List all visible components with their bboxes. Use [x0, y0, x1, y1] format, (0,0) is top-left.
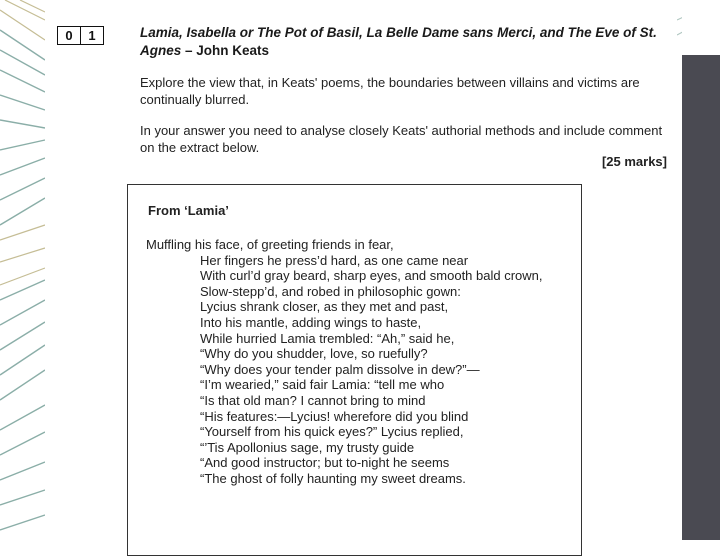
- poem-line: Lycius shrank closer, as they met and past,: [200, 299, 449, 315]
- exam-page: [45, 0, 677, 540]
- poem-text: [146, 237, 543, 487]
- extract-heading: From ‘Lamia’: [148, 203, 229, 218]
- question-title: [140, 24, 670, 60]
- poem-line: Her fingers he press’d hard, as one came near: [200, 252, 469, 268]
- poem-line: “’Tis Apollonius sage, my trusty guide: [200, 439, 415, 455]
- question-digit-box: 1: [81, 26, 104, 45]
- extract-box: [127, 184, 582, 556]
- poem-line: While hurried Lamia trembled: “Ah,” said he,: [200, 330, 455, 346]
- right-bar-top: [682, 0, 720, 52]
- question-prompt: Explore the view that, in Keats' poems, the boundaries between villains and victims are continually blurred.: [140, 75, 640, 107]
- poem-line: “And good instructor; but to-night he seems: [200, 455, 450, 471]
- title-author: – John Keats: [185, 43, 270, 58]
- poem-line: “His features:—Lycius! wherefore did you blind: [200, 408, 469, 424]
- poem-line: Muffling his face, of greeting friends in fear,: [146, 237, 394, 252]
- poem-line: “The ghost of folly haunting my sweet dreams.: [200, 470, 466, 486]
- question-number: [57, 26, 104, 45]
- poem-line: “Is that old man? I cannot bring to mind: [200, 392, 426, 408]
- question-digit-box: 0: [57, 26, 81, 45]
- poem-line: “Why do you shudder, love, so ruefully?: [200, 346, 428, 362]
- poem-line: “I’m wearied,” said fair Lamia: “tell me who: [200, 377, 445, 393]
- right-side-bar: [682, 55, 720, 540]
- poem-line: “Why does your tender palm dissolve in dew?”—: [200, 361, 480, 377]
- poem-line: “Yourself from his quick eyes?” Lycius replied,: [200, 424, 464, 440]
- marks-label: [25 marks]: [601, 154, 667, 169]
- poem-line: Into his mantle, adding wings to haste,: [200, 314, 422, 330]
- title-works: Lamia, Isabella or The Pot of Basil, La Belle Dame sans Merci, and The Eve of St. Agnes: [140, 25, 657, 58]
- question-instruction: In your answer you need to analyse closely Keats' authorial methods and include comment on the extract below.: [140, 123, 663, 155]
- poem-line: With curl’d gray beard, sharp eyes, and smooth bald crown,: [200, 268, 543, 284]
- poem-line: Slow-stepp’d, and robed in philosophic gown:: [200, 283, 461, 299]
